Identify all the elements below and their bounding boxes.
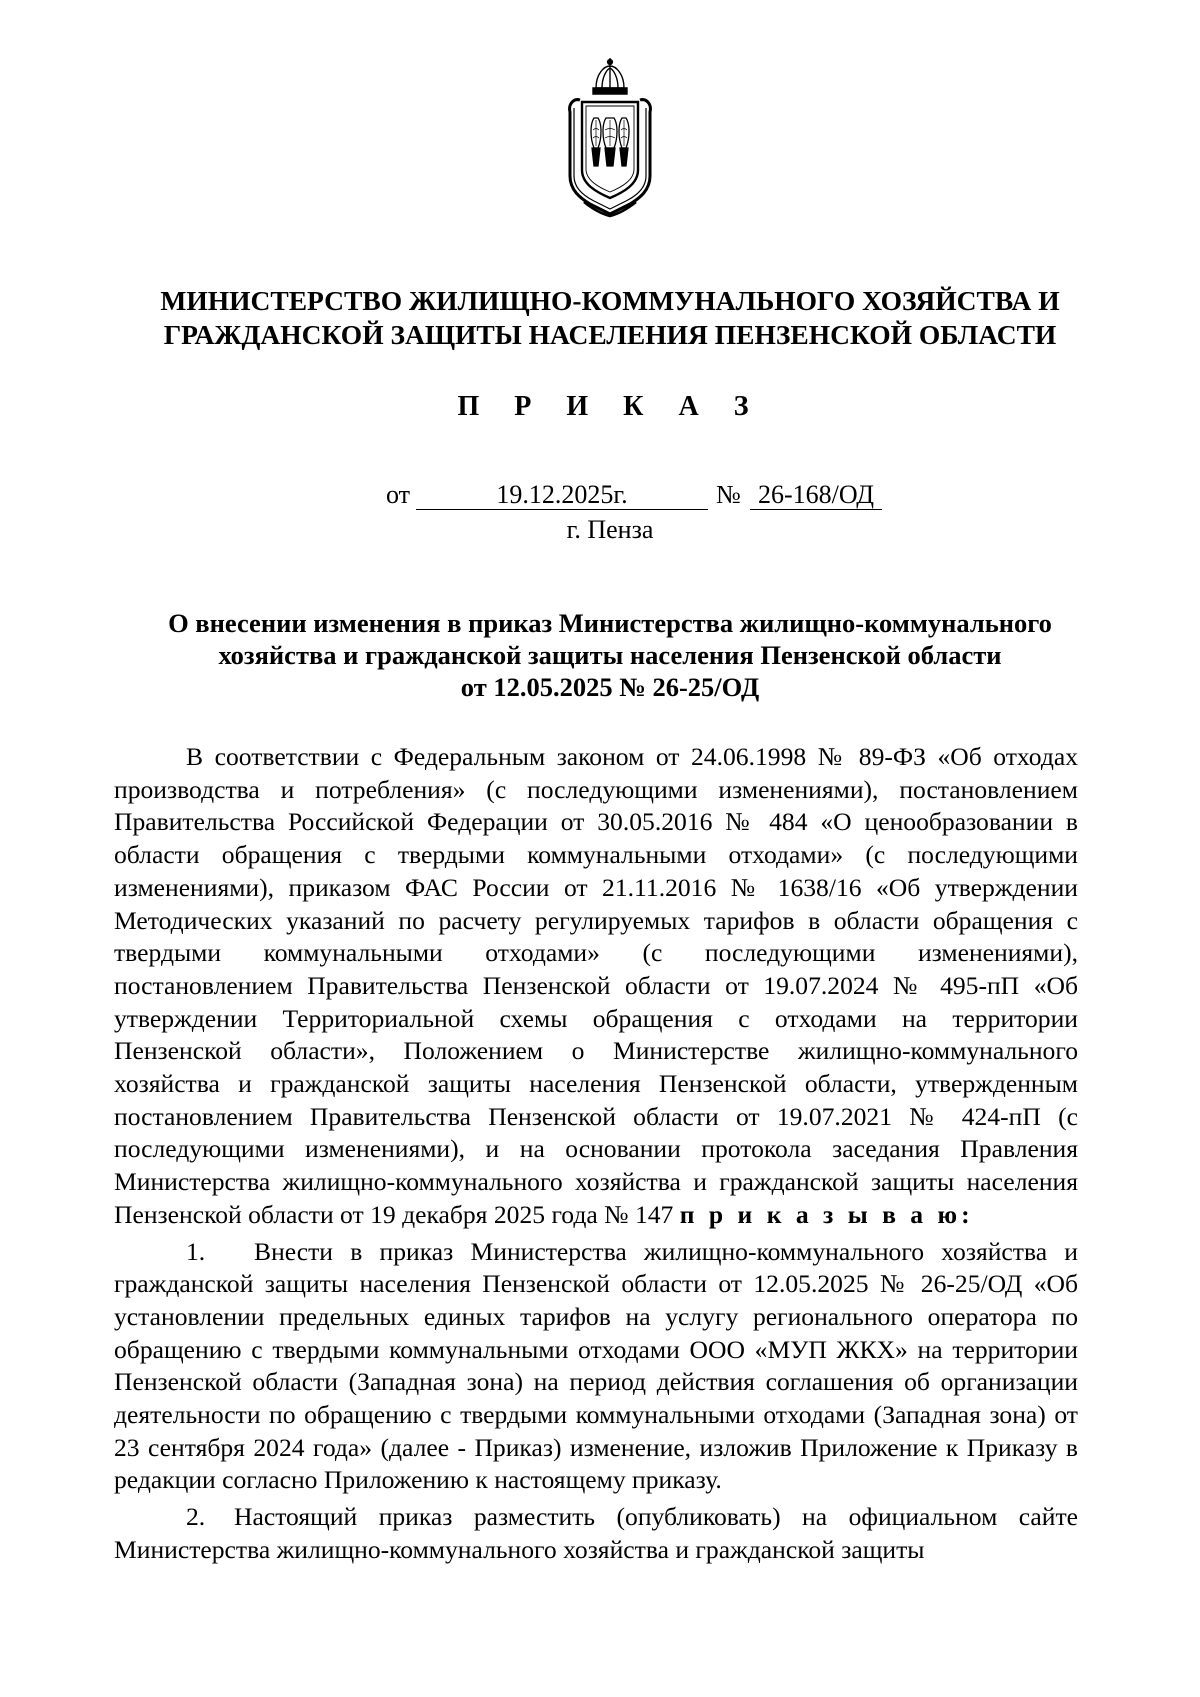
order-word: п р и к а з ы в а ю: [679,1199,974,1229]
item-number: 1. [186,1236,206,1266]
subject-line-3: от 12.05.2025 № 26-25/ОД [460,672,760,702]
coat-of-arms-icon [560,58,660,218]
item-text: Настоящий приказ разместить (опубликовать) на официальном сайте Министерства жилищно-коммунального хозяйства и гражданской защиты [114,1502,1078,1564]
city: г. Пенза [566,515,654,544]
order-item [114,1236,1078,1498]
document-type: П Р И К А З [457,391,763,422]
date-from-label: от [386,480,411,509]
ministry-name-line-2: ГРАЖДАНСКОЙ ЗАЩИТЫ НАСЕЛЕНИЯ ПЕНЗЕНСКОЙ ОБЛАСТИ [163,319,1057,350]
order-number: 26-168/ОД [750,478,882,510]
item-text: Внести в приказ Министерства жилищно-коммунального хозяйства и гражданской защиты населения Пензенской области от 12.05.2025 № 26-25/ОД «Об установлении предельных единых тарифов на услугу регионального оператора по обращению с твердыми коммунальными отходами ООО «МУП ЖКХ» на территории Пензенской области (Западная зона) на период действия соглашения об организации деятельности по обращению с твердыми коммунальными отходами (Западная зона) от 23 сентября 2024 года» (далее - Приказ) изменение, изложив Приложение к Приказу в редакции согласно Приложению к настоящему приказу. [114,1236,1078,1495]
subject-line-1: О внесении изменения в приказ Министерства жилищно-коммунального [168,608,1052,638]
ministry-name-line-1: МИНИСТЕРСТВО ЖИЛИЩНО-КОММУНАЛЬНОГО ХОЗЯЙСТВА И [160,285,1060,316]
item-number: 2. [186,1502,206,1532]
number-sign: № [716,480,741,509]
order-body [114,741,1078,1567]
ministry-name [120,284,1100,352]
subject-line-2: хозяйства и гражданской защиты населения Пензенской области [218,640,1002,670]
preamble-paragraph [114,741,1078,1232]
order-subject [120,607,1100,703]
order-date: 19.12.2025г. [416,478,708,510]
preamble-text: В соответствии с Федеральным законом от 24.06.1998 № 89-ФЗ «Об отходах производства и потребления» (с последующими изменениями), постановлением Правительства Российской Федерации от 30.05.2016 № 484 «О ценообразовании в области обращения с твердыми коммунальными отходами» (с последующими изменениями), приказом ФАС России от 21.11.2016 № 1638/16 «Об утверждении Методических указаний по расчету регулируемых тарифов в области обращения с твердыми коммунальными отходами» (с последующими изменениями), постановлением Правительства Пензенской области от 19.07.2024 № 495-пП «Об утверждении Территориальной схемы обращения с отходами на территории Пензенской области», Положением о Министерстве жилищно-коммунального хозяйства и гражданской защиты населения Пензенской области, утвержденным постановлением Правительства Пензенской области от 19.07.2021 № 424-пП (с последующими изменениями), и на основании протокола заседания Правления Министерства жилищно-коммунального хозяйства и гражданской защиты населения Пензенской области от 19 декабря 2025 года № 147 [114,742,1078,1229]
order-item [114,1501,1078,1566]
